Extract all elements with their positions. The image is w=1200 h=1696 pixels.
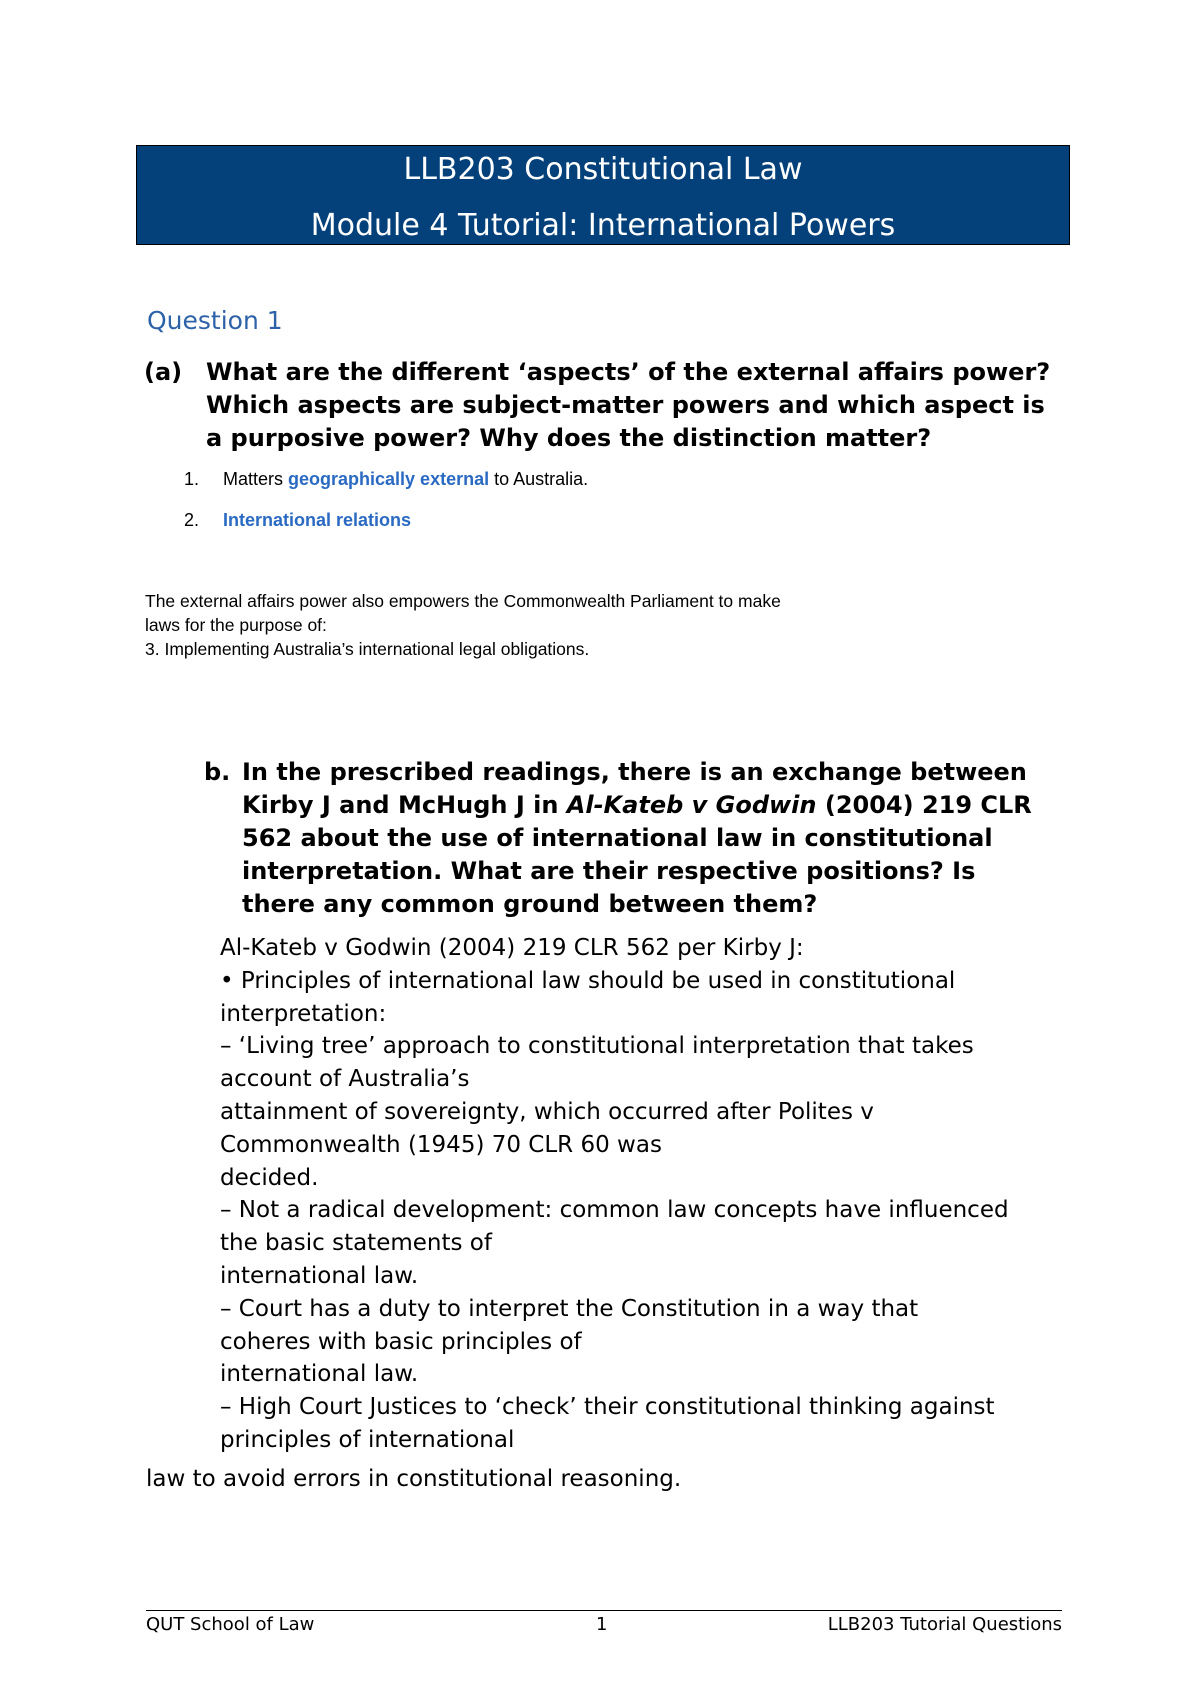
question-1b-line-post: (2004) 219 CLR xyxy=(816,791,1032,819)
footer-divider xyxy=(146,1610,1062,1611)
answer-line: account of Australia’s xyxy=(220,1066,470,1093)
list-item-text xyxy=(223,469,588,490)
answer-block xyxy=(220,932,1090,1457)
paragraph-line: The external affairs power also empowers the Commonwealth Parliament to make xyxy=(145,591,781,611)
question-1b-line: there any common ground between them? xyxy=(242,890,818,918)
answer-line: international law. xyxy=(220,1361,419,1388)
list-item-number: 2. xyxy=(184,510,200,530)
answer-line: – Not a radical development: common law concepts have influenced xyxy=(220,1197,1009,1224)
paragraph-line: 3. Implementing Australia’s international legal obligations. xyxy=(145,639,590,659)
answer-line: • Principles of international law should be used in constitutional xyxy=(220,967,956,994)
question-1b-line: 562 about the use of international law in constitutional xyxy=(242,824,993,852)
answer-line: Commonwealth (1945) 70 CLR 60 was xyxy=(220,1131,662,1158)
answer-line: interpretation: xyxy=(220,1000,387,1027)
page-number: 1 xyxy=(596,1614,608,1635)
question-1a-label: (a) xyxy=(144,358,183,386)
question-1b-line: In the prescribed readings, there is an exchange between xyxy=(242,758,1027,786)
course-title: LLB203 Constitutional Law xyxy=(403,152,803,187)
question-1b-line-pre: Kirby J and McHugh J in xyxy=(242,791,567,819)
paragraph-line: laws for the purpose of: xyxy=(145,615,327,635)
question-1b-label: b. xyxy=(204,758,231,786)
module-title: Module 4 Tutorial: International Powers xyxy=(310,208,896,243)
answer-line: – Court has a duty to interpret the Constitution in a way that xyxy=(220,1295,919,1322)
answer-line: principles of international xyxy=(220,1426,515,1453)
footer-right: LLB203 Tutorial Questions xyxy=(827,1614,1062,1635)
question-1a-text xyxy=(206,356,1086,455)
question-1a-line: What are the different ‘aspects’ of the external affairs power? xyxy=(206,358,1051,386)
question-1b-text xyxy=(242,756,1062,921)
question-1a-line: a purposive power? Why does the distinction matter? xyxy=(206,424,932,452)
external-affairs-paragraph xyxy=(145,589,945,661)
list-item-highlight: geographically external xyxy=(288,469,490,489)
answer-line: decided. xyxy=(220,1164,319,1191)
answer-line: – High Court Justices to ‘check’ their constitutional thinking against xyxy=(220,1394,995,1421)
question-1-heading: Question 1 xyxy=(147,306,283,335)
list-item-post: to Australia. xyxy=(489,469,589,489)
question-1b-line xyxy=(242,789,1062,822)
answer-line: coheres with basic principles of xyxy=(220,1328,582,1355)
title-banner xyxy=(136,145,1070,245)
answer-line: international law. xyxy=(220,1262,419,1289)
list-item-highlight: International relations xyxy=(223,510,412,530)
list-item-number: 1. xyxy=(184,469,200,489)
answer-line: the basic statements of xyxy=(220,1230,492,1257)
case-name: Al-Kateb v Godwin xyxy=(566,791,817,819)
footer-left: QUT School of Law xyxy=(146,1614,315,1635)
answer-line: attainment of sovereignty, which occurred after Polites v xyxy=(220,1098,874,1125)
question-1b-line: interpretation. What are their respective positions? Is xyxy=(242,857,976,885)
question-1a-line: Which aspects are subject-matter powers and which aspect is xyxy=(206,391,1045,419)
list-item-pre: Matters xyxy=(223,469,289,489)
answer-line: Al-Kateb v Godwin (2004) 219 CLR 562 per Kirby J: xyxy=(220,935,804,961)
answer-line: – ‘Living tree’ approach to constitutional interpretation that takes xyxy=(220,1033,974,1060)
list-item-text xyxy=(223,510,411,531)
answer-final-line: law to avoid errors in constitutional reasoning. xyxy=(146,1466,682,1492)
